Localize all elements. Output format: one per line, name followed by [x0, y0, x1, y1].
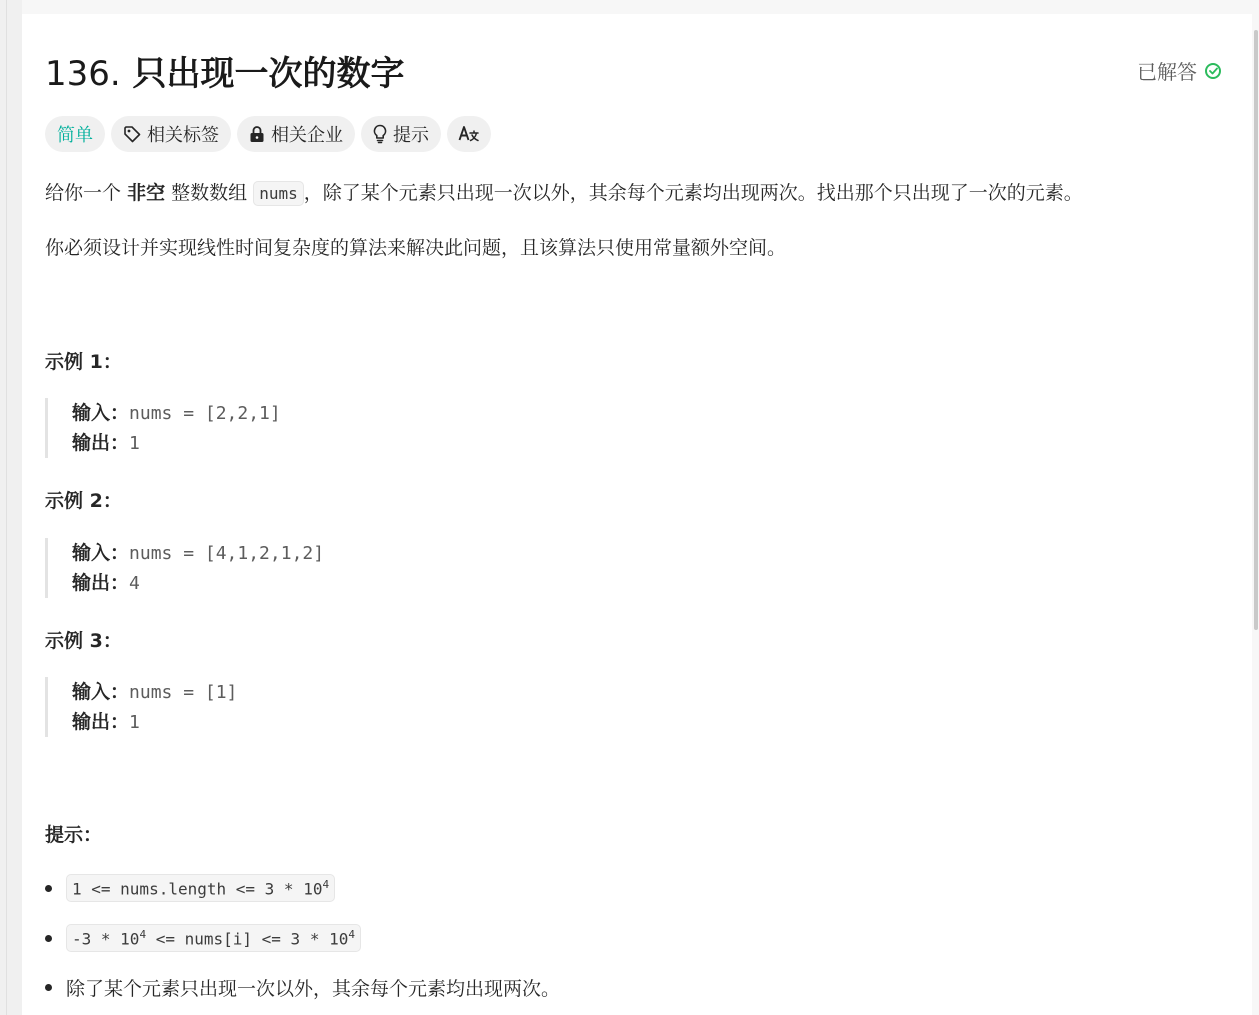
input-value: nums = [2,2,1]	[129, 403, 281, 424]
example-3-title: 示例 3：	[45, 630, 122, 652]
example-2-block	[45, 538, 645, 598]
difficulty-tag[interactable]	[45, 116, 105, 152]
constraint-2-text-a: -3 * 10	[72, 929, 140, 949]
input-label: 输入：	[72, 402, 130, 424]
solved-status	[1137, 56, 1221, 85]
output-label: 输出：	[72, 432, 130, 454]
desc-bold-nonempty: 非空	[127, 182, 166, 204]
desc-text-2: 整数数组	[171, 182, 248, 204]
example-2-input	[72, 538, 645, 568]
example-3-output	[72, 707, 645, 737]
constraint-1-text: 1 <= nums.length <= 3 * 10	[72, 879, 323, 899]
bullet-dot	[45, 984, 52, 991]
desc-text-3: ，除了某个元素只出现一次以外，其余每个元素均出现两次。找出那个只出现了一次的元素。	[303, 182, 1083, 204]
example-1-output	[72, 428, 645, 458]
desc-code-nums: nums	[253, 181, 304, 206]
input-label: 输入：	[72, 542, 130, 564]
input-value: nums = [1]	[129, 682, 238, 703]
bullet-dot	[45, 885, 52, 892]
problem-number: 136.	[45, 54, 121, 94]
desc-text-1: 给你一个	[45, 182, 122, 204]
example-2-output	[72, 568, 645, 598]
constraint-3	[45, 974, 560, 1001]
output-value: 1	[129, 712, 140, 733]
problem-name: 只出现一次的数字	[132, 54, 405, 94]
tag-icon	[123, 125, 141, 143]
constraint-1-exp: 4	[322, 878, 330, 891]
constraint-2-exp-1: 4	[139, 928, 147, 941]
example-3-input	[72, 677, 645, 707]
translate-icon	[458, 124, 480, 144]
related-companies-button[interactable]	[237, 116, 355, 152]
check-circle-icon	[1205, 63, 1221, 79]
hint-button[interactable]	[361, 116, 441, 152]
constraint-2-exp-2: 4	[348, 928, 355, 941]
output-label: 输出：	[72, 572, 130, 594]
example-1-input	[72, 398, 645, 428]
constraint-2	[45, 924, 361, 952]
example-3-block	[45, 677, 645, 737]
hint-label: 提示	[393, 125, 429, 146]
translate-button[interactable]	[447, 116, 491, 152]
description-paragraph-1	[45, 179, 1083, 208]
description-paragraph-2: 你必须设计并实现线性时间复杂度的算法来解决此问题，且该算法只使用常量额外空间。	[45, 237, 787, 259]
tag-row	[45, 116, 491, 152]
output-value: 1	[129, 433, 140, 454]
related-tags-button[interactable]	[111, 116, 231, 152]
example-1-block	[45, 398, 645, 458]
problem-title[interactable]	[45, 46, 405, 95]
scrollbar-thumb[interactable]	[1254, 30, 1258, 630]
difficulty-label: 简单	[57, 125, 93, 146]
lightbulb-icon	[373, 124, 387, 144]
bullet-dot	[45, 935, 52, 942]
left-gutter	[0, 0, 22, 1015]
constraint-2-text-b: <= nums[i] <= 3 * 10	[146, 929, 349, 949]
related-tags-label: 相关标签	[147, 125, 219, 146]
constraint-2-code	[66, 924, 361, 952]
related-companies-label: 相关企业	[271, 125, 343, 146]
lock-icon	[249, 125, 265, 143]
constraint-1	[45, 874, 335, 902]
constraints-title: 提示：	[45, 824, 103, 846]
output-label: 输出：	[72, 711, 130, 733]
example-2-title: 示例 2：	[45, 490, 122, 512]
constraint-3-text: 除了某个元素只出现一次以外，其余每个元素均出现两次。	[66, 978, 561, 1000]
top-strip	[0, 0, 1259, 14]
problem-panel	[22, 14, 1252, 1015]
output-value: 4	[129, 573, 140, 594]
example-1-title: 示例 1：	[45, 351, 122, 373]
input-value: nums = [4,1,2,1,2]	[129, 543, 325, 564]
input-label: 输入：	[72, 681, 130, 703]
constraint-1-code	[66, 874, 335, 902]
solved-label: 已解答	[1137, 60, 1197, 84]
